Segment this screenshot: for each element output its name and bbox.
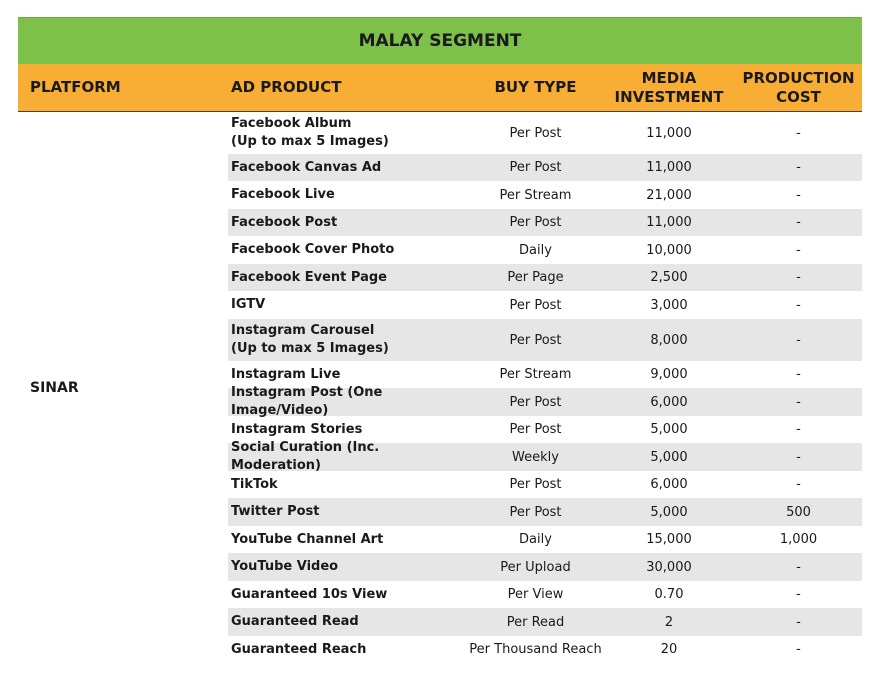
table-row (228, 112, 862, 154)
table-row (228, 471, 862, 498)
production-cost-cell: - (796, 242, 801, 258)
header-ad-product: AD PRODUCT (231, 78, 342, 96)
media-investment-cell: 20 (660, 642, 678, 657)
buy-type-cell: Per Post (509, 125, 562, 141)
media-investment-cell: 2,500 (650, 270, 688, 285)
header-platform: PLATFORM (30, 78, 121, 96)
media-investment-cell: 11,000 (646, 215, 692, 230)
table-row (228, 385, 862, 418)
ad-product-cell: Twitter Post (231, 504, 320, 519)
header-buy-type: BUY TYPE (494, 78, 577, 96)
media-investment-cell: 3,000 (650, 297, 688, 313)
buy-type-cell: Daily (519, 532, 552, 547)
buy-type-cell: Per Post (509, 297, 562, 313)
media-investment-cell: 21,000 (646, 187, 692, 203)
buy-type-cell: Daily (519, 242, 552, 258)
production-cost-cell: - (796, 270, 801, 285)
ad-product-cell: Facebook Album (Up to max 5 Images) (231, 116, 389, 149)
table-row (228, 154, 862, 181)
media-investment-cell: 9,000 (650, 367, 688, 382)
buy-type-cell: Weekly (512, 449, 559, 465)
ad-product-cell: Guaranteed Reach (231, 641, 367, 657)
media-investment-cell: 15,000 (646, 532, 692, 547)
product-rows (228, 112, 862, 663)
table-row (228, 498, 862, 526)
platform-name: SINAR (30, 379, 79, 396)
production-cost-cell: - (796, 215, 801, 230)
media-investment-cell: 11,000 (646, 125, 692, 141)
ad-product-cell: Facebook Canvas Ad (231, 159, 382, 175)
table-row (228, 608, 862, 636)
production-cost-cell: - (796, 642, 801, 657)
production-cost-cell: - (796, 614, 801, 630)
media-investment-cell: 5,000 (650, 422, 688, 437)
buy-type-cell: Per Post (509, 160, 562, 175)
ad-product-cell: YouTube Channel Art (231, 531, 384, 547)
production-cost-cell: - (796, 367, 801, 382)
header-media-investment: MEDIA INVESTMENT (614, 68, 724, 106)
buy-type-cell: Per Post (509, 215, 562, 230)
buy-type-cell: Per Upload (500, 559, 571, 575)
production-cost-cell: - (796, 160, 801, 175)
ad-product-cell: Facebook Event Page (231, 269, 387, 285)
media-investment-cell: 0.70 (654, 587, 684, 602)
production-cost-cell: - (796, 394, 801, 410)
ad-product-cell: IGTV (231, 297, 266, 312)
ad-product-cell: Social Curation (Inc. Moderation) (231, 440, 380, 473)
table-row (228, 636, 862, 663)
table-row (228, 291, 862, 319)
table-row (228, 181, 862, 209)
ad-product-cell: Facebook Cover Photo (231, 242, 395, 257)
table-row (228, 526, 862, 553)
table-row (228, 209, 862, 236)
buy-type-cell: Per Page (507, 270, 564, 285)
production-cost-cell: - (796, 559, 801, 575)
production-cost-cell: - (796, 422, 801, 437)
production-cost-cell: - (796, 187, 801, 203)
ad-product-cell: TikTok (231, 476, 278, 492)
ad-product-cell: Instagram Live (231, 366, 341, 382)
ad-product-cell: Facebook Live (231, 187, 335, 202)
ad-product-cell: Facebook Post (231, 214, 338, 230)
ad-product-cell: Instagram Carousel (Up to max 5 Images) (231, 323, 389, 356)
buy-type-cell: Per Post (509, 477, 562, 492)
ad-product-cell: Guaranteed 10s View (231, 586, 388, 602)
segment-title: MALAY SEGMENT (18, 17, 862, 64)
media-investment-cell: 10,000 (646, 242, 692, 258)
media-investment-cell: 6,000 (650, 477, 688, 492)
buy-type-cell: Per Post (509, 504, 562, 520)
buy-type-cell: Per Post (509, 422, 562, 437)
table-row (228, 553, 862, 581)
production-cost-cell: - (796, 587, 801, 602)
buy-type-cell: Per Post (509, 394, 562, 410)
buy-type-cell: Per Read (506, 614, 565, 630)
buy-type-cell: Per Thousand Reach (469, 642, 602, 657)
table-row (228, 319, 862, 361)
rate-card-table (18, 17, 862, 663)
production-cost-cell: - (796, 125, 801, 141)
ad-product-cell: Instagram Post (One Image/Video) (231, 385, 383, 418)
ad-product-cell: Guaranteed Read (231, 614, 359, 629)
table-row (228, 440, 862, 473)
table-row (228, 264, 862, 291)
production-cost-cell: 1,000 (779, 532, 818, 547)
buy-type-cell: Per Post (509, 332, 562, 348)
column-header-row (18, 64, 862, 112)
header-production-cost: PRODUCTION COST (742, 68, 855, 106)
ad-product-cell: Instagram Stories (231, 421, 363, 437)
media-investment-cell: 2 (664, 614, 674, 630)
production-cost-cell: - (796, 332, 801, 348)
buy-type-cell: Per Stream (499, 367, 572, 382)
ad-product-cell: YouTube Video (231, 559, 339, 574)
production-cost-cell: 500 (786, 504, 811, 520)
media-investment-cell: 5,000 (650, 504, 688, 520)
media-investment-cell: 11,000 (646, 160, 692, 175)
media-investment-cell: 6,000 (650, 394, 688, 410)
production-cost-cell: - (796, 449, 801, 465)
media-investment-cell: 8,000 (650, 332, 688, 348)
media-investment-cell: 5,000 (650, 449, 688, 465)
table-row (228, 236, 862, 264)
buy-type-cell: Per View (507, 587, 564, 602)
media-investment-cell: 30,000 (646, 559, 692, 575)
production-cost-cell: - (796, 477, 801, 492)
production-cost-cell: - (796, 297, 801, 313)
buy-type-cell: Per Stream (499, 187, 572, 203)
table-row (228, 581, 862, 608)
table-body (18, 112, 862, 663)
